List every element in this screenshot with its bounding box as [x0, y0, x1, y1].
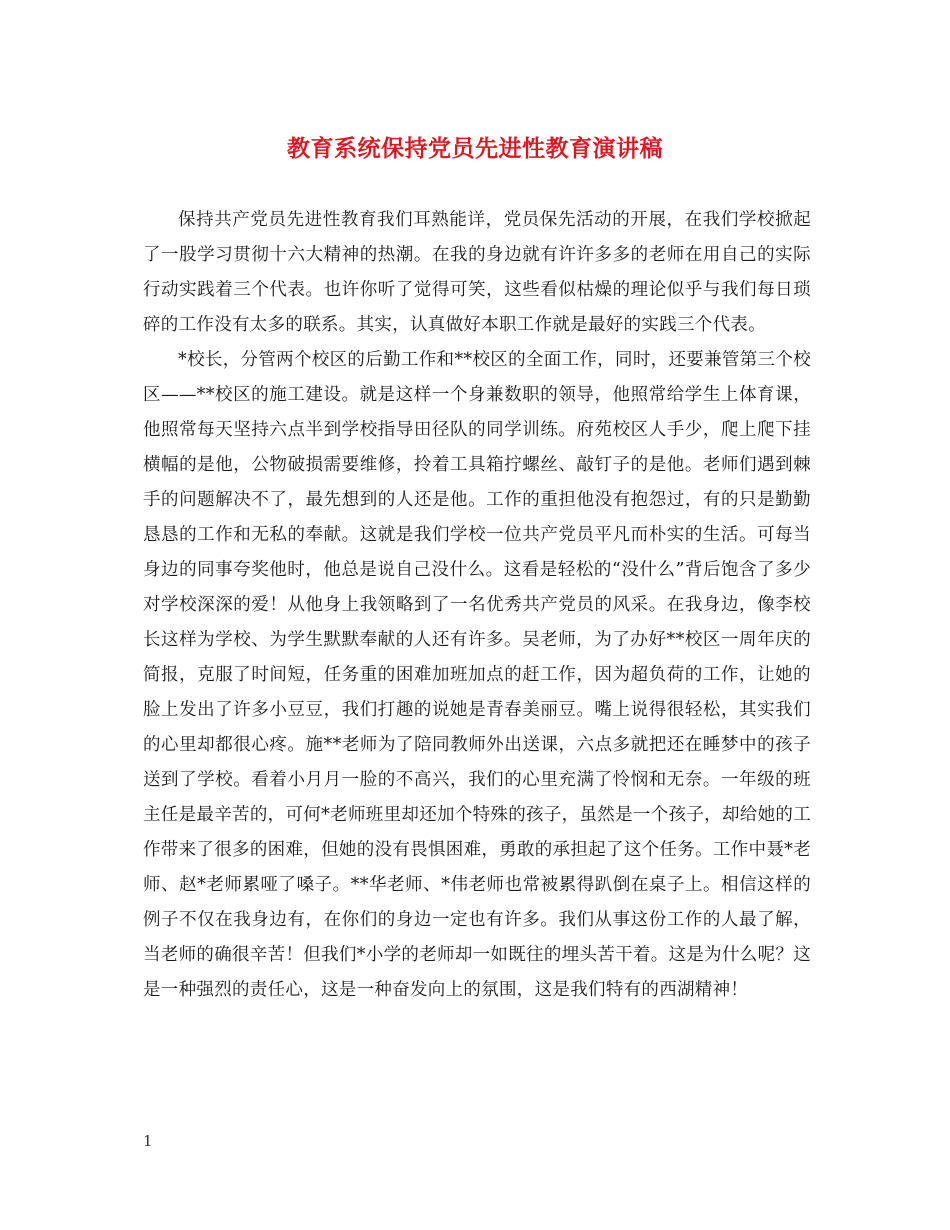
- document-title: 教育系统保持党员先进性教育演讲稿: [287, 136, 663, 162]
- page-number: 1: [143, 1132, 153, 1150]
- paragraph-1: 保持共产党员先进性教育我们耳熟能详，党员保先活动的开展，在我们学校掀起了一股学习贯彻十六大精神的热潮。在我的身边就有许许多多的老师在用自己的实际行动实践着三个代表。也许你听了觉得可笑，这些看似枯燥的理论似乎与我们每日琐碎的工作没有太多的联系。其实，认真做好本职工作就是最好的实践三个代表。: [143, 210, 811, 335]
- paragraph-2: *校长，分管两个校区的后勤工作和**校区的全面工作，同时，还要兼管第三个校区——**校区的施工建设。就是这样一个身兼数职的领导，他照常给学生上体育课，他照常每天坚持六点半到学校指导田径队的同学训练。府苑校区人手少，爬上爬下挂横幅的是他，公物破损需要维修，拎着工具箱拧螺丝、敲钉子的是他。老师们遇到棘手的问题解决不了，最先想到的人还是他。工作的重担他没有抱怨过，有的只是勤勤恳恳的工作和无私的奉献。这就是我们学校一位共产党员平凡而朴实的生活。可每当身边的同事夸奖他时，他总是说自己没什么。这看是轻松的“没什么”背后饱含了多少对学校深深的爱！从他身上我领略到了一名优秀共产党员的风采。在我身边，像李校长这样为学校、为学生默默奉献的人还有许多。吴老师，为了办好**校区一周年庆的简报，克服了时间短，任务重的困难加班加点的赶工作，因为超负荷的工作，让她的脸上发出了许多小豆豆，我们打趣的说她是青春美丽豆。嘴上说得很轻松，其实我们的心里却都很心疼。施**老师为了陪同教师外出送课，六点多就把还在睡梦中的孩子送到了学校。看着小月月一脸的不高兴，我们的心里充满了怜悯和无奈。一年级的班主任是最辛苦的，可何*老师班里却还加个特殊的孩子，虽然是一个孩子，却给她的工作带来了很多的困难，但她的没有畏惧困难，勇敢的承担起了这个任务。工作中聂*老师、赵*老师累哑了嗓子。**华老师、*伟老师也常被累得趴倒在桌子上。相信这样的例子不仅在我身边有，在你们的身边一定也有许多。我们从事这份工作的人最了解，当老师的确很辛苦！但我们*小学的老师却一如既往的埋头苦干着。这是为什么呢？这是一种强烈的责任心，这是一种奋发向上的氛围，这是我们特有的西湖精神！: [143, 350, 811, 1000]
- document-body: [143, 203, 811, 1008]
